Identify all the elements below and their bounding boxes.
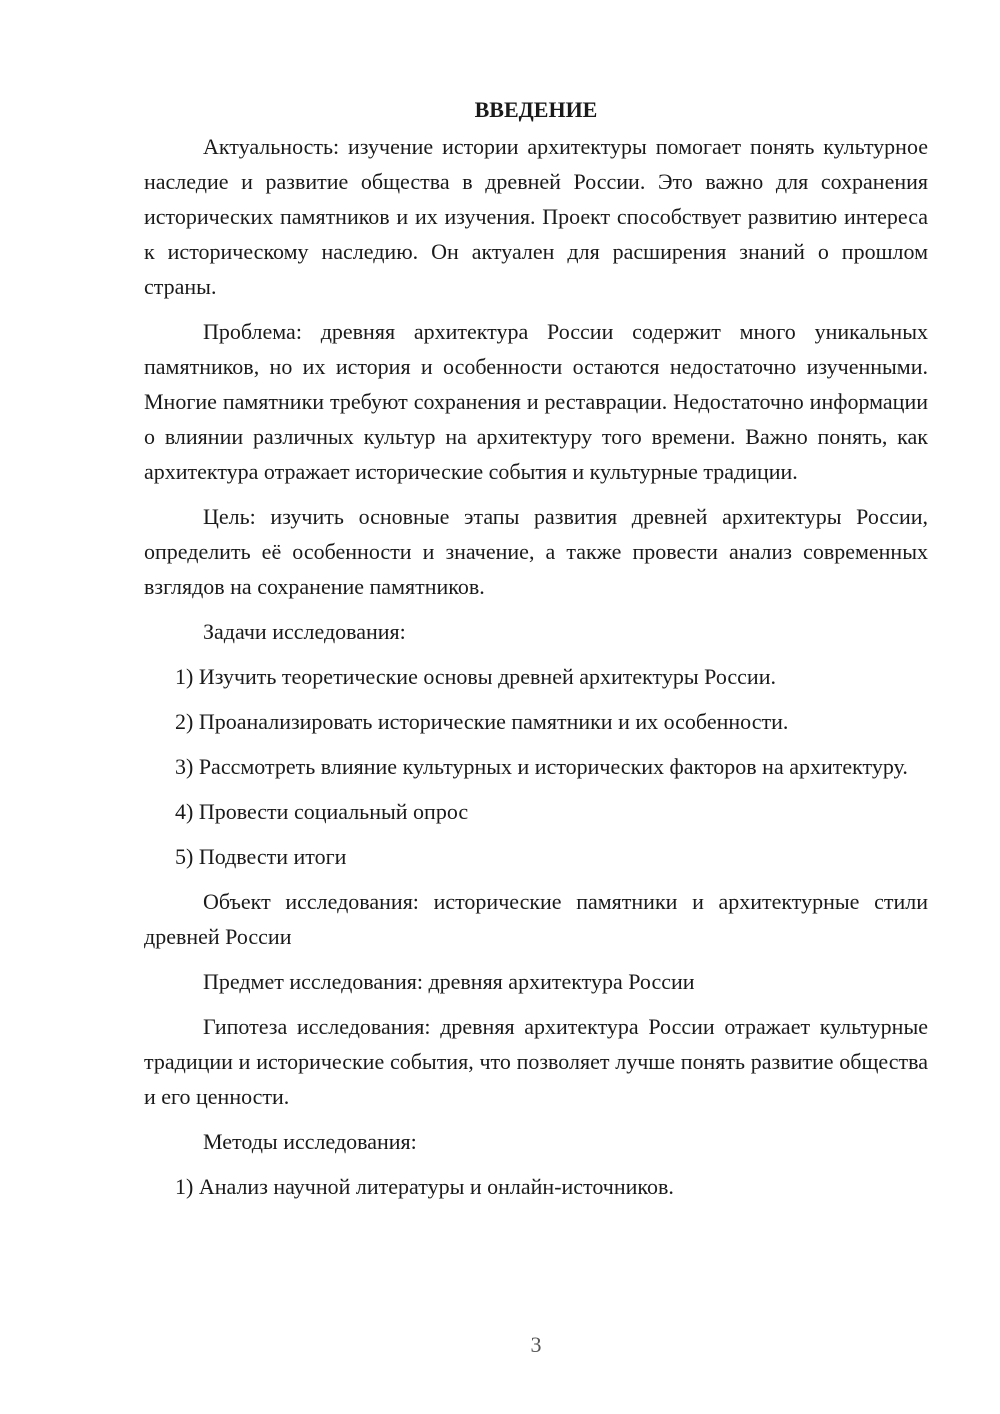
subject-paragraph: Предмет исследования: древняя архитектура России bbox=[203, 969, 695, 994]
task-item: 2) Проанализировать исторические памятники и их особенности. bbox=[175, 709, 789, 734]
hypothesis-paragraph: Гипотеза исследования: древняя архитектура России отражает культурные традиции и исторические события, что позволяет лучше понять развитие общества и его ценности. bbox=[144, 1014, 928, 1109]
object-paragraph: Объект исследования: исторические памятники и архитектурные стили древней России bbox=[144, 889, 928, 949]
task-item: 3) Рассмотреть влияние культурных и исторических факторов на архитектуру. bbox=[175, 754, 908, 779]
method-item: 1) Анализ научной литературы и онлайн-источников. bbox=[175, 1174, 674, 1199]
goal-paragraph: Цель: изучить основные этапы развития древней архитектуры России, определить её особенности и значение, а также провести анализ современных взглядов на сохранение памятников. bbox=[144, 504, 928, 599]
page-title: ВВЕДЕНИЕ bbox=[474, 97, 598, 122]
relevance-paragraph: Актуальность: изучение истории архитектуры помогает понять культурное наследие и развитие общества в древней России. Это важно для сохранения исторических памятников и их изучения. Проект способствует развитию интереса к историческому наследию. Он актуален для расширения знаний о прошлом страны. bbox=[144, 134, 928, 299]
tasks-heading: Задачи исследования: bbox=[203, 619, 406, 644]
problem-paragraph: Проблема: древняя архитектура России содержит много уникальных памятников, но их история и особенности остаются недостаточно изученными. Многие памятники требуют сохранения и реставрации. Недостаточно информации о влиянии различных культур на архитектуру того времени. Важно понять, как архитектура отражает исторические события и культурные традиции. bbox=[144, 319, 928, 484]
task-item: 4) Провести социальный опрос bbox=[175, 799, 469, 824]
page-number: 3 bbox=[530, 1332, 542, 1357]
task-item: 1) Изучить теоретические основы древней архитектуры России. bbox=[175, 664, 776, 689]
task-item: 5) Подвести итоги bbox=[175, 844, 347, 869]
document-page bbox=[144, 92, 928, 1214]
methods-heading: Методы исследования: bbox=[203, 1129, 417, 1154]
